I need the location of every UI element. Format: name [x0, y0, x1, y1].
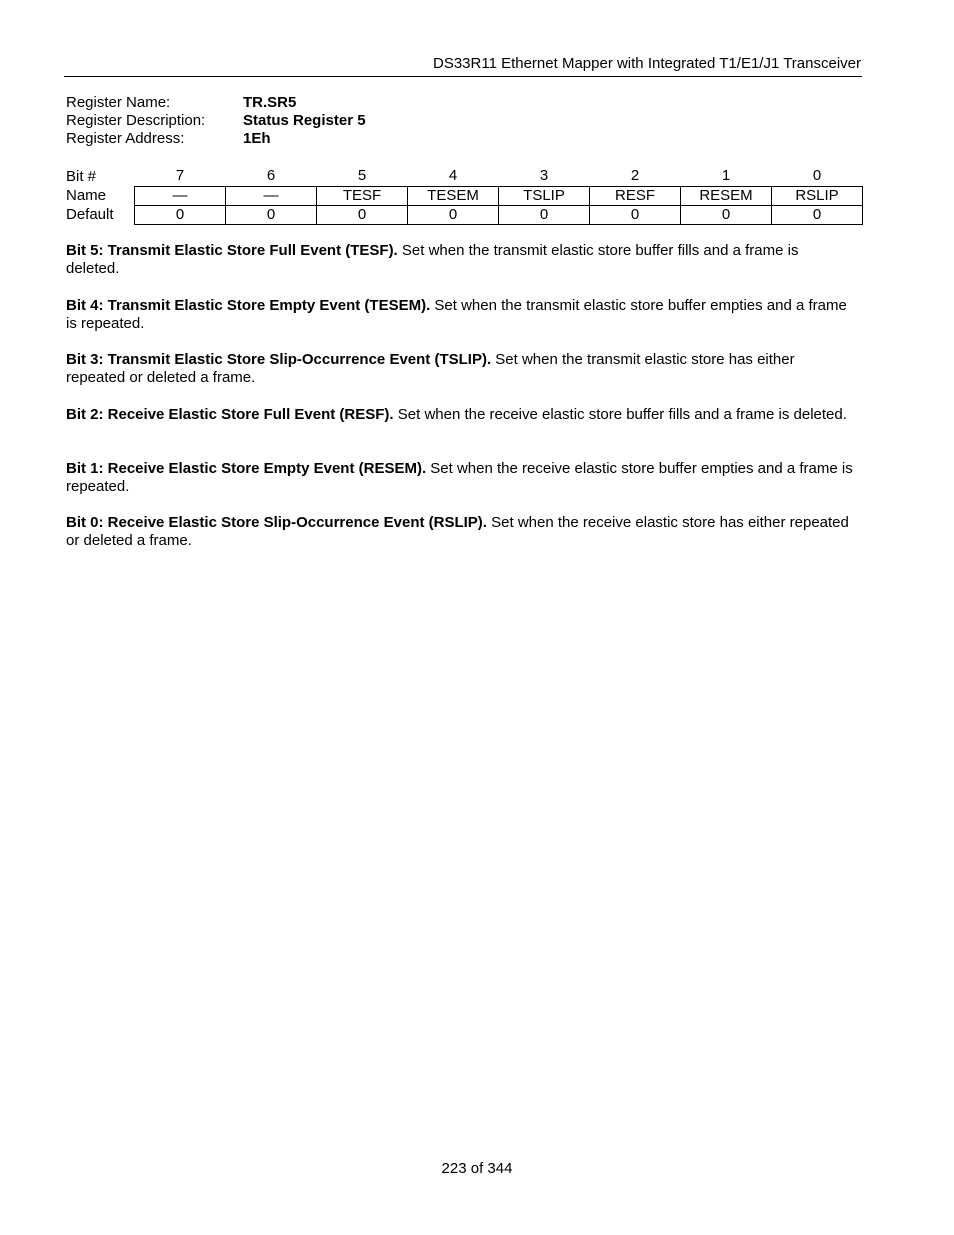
bit-name-cell: TESEM: [408, 187, 499, 206]
bit-number-cell: 0: [812, 167, 822, 184]
bit-name-cell: RESF: [590, 187, 681, 206]
bit-name-label: Name: [66, 187, 107, 204]
bit-description-text: Set when the transmit elastic store buffer fills and a frame is deleted.: [66, 242, 799, 277]
register-info: [66, 94, 366, 148]
bit-0-description: [66, 514, 856, 550]
bit-description-text: Set when the receive elastic store has either repeated or deleted a frame.: [66, 514, 849, 549]
bit-5-description: [66, 242, 856, 278]
bit-name-cell: RESEM: [681, 187, 772, 206]
bit-description-heading: Bit 3: Transmit Elastic Store Slip-Occurrence Event (TSLIP).: [66, 351, 492, 368]
bit-name-cell: —: [135, 187, 226, 206]
bit-description-heading: Bit 5: Transmit Elastic Store Full Event (TESF).: [66, 242, 398, 259]
register-description-value: Status Register 5: [243, 112, 366, 129]
bit-default-cell: 0: [317, 206, 408, 225]
bit-default-row: [66, 206, 863, 225]
bit-default-cell: 0: [772, 206, 863, 225]
bit-description-heading: Bit 2: Receive Elastic Store Full Event (RESF).: [66, 406, 394, 423]
register-description-row: [66, 112, 366, 130]
bit-description-heading: Bit 0: Receive Elastic Store Slip-Occurrence Event (RSLIP).: [66, 514, 487, 531]
bit-number-row: [66, 166, 863, 187]
bit-name-cell: RSLIP: [772, 187, 863, 206]
bit-default-cell: 0: [499, 206, 590, 225]
bit-number-cell: 4: [448, 167, 458, 184]
bit-name-cell: TSLIP: [499, 187, 590, 206]
bit-2-description: [66, 406, 856, 424]
register-name-value: TR.SR5: [243, 94, 297, 111]
bit-4-description: [66, 297, 856, 333]
bit-3-description: [66, 351, 856, 387]
bit-default-cell: 0: [681, 206, 772, 225]
bit-number-cell: 3: [539, 167, 549, 184]
bit-name-row: [66, 187, 863, 206]
bit-description-text: Set when the receive elastic store buffer fills and a frame is deleted.: [393, 406, 847, 423]
register-name-row: [66, 94, 366, 112]
bit-description-text: Set when the transmit elastic store has either repeated or deleted a frame.: [66, 351, 795, 386]
bit-default-cell: 0: [226, 206, 317, 225]
header-divider: [64, 76, 862, 77]
bit-number-cell: 7: [175, 167, 185, 184]
bit-number-cell: 2: [630, 167, 640, 184]
register-address-row: [66, 130, 366, 148]
register-description-label: Register Description:: [66, 112, 206, 129]
bit-default-cell: 0: [590, 206, 681, 225]
bit-description-text: Set when the transmit elastic store buffer empties and a frame is repeated.: [66, 297, 847, 332]
bit-number-cell: 1: [721, 167, 731, 184]
bit-description-text: Set when the receive elastic store buffer empties and a frame is repeated.: [66, 460, 853, 495]
bit-1-description: [66, 460, 856, 496]
page-header-title: DS33R11 Ethernet Mapper with Integrated T1/E1/J1 Transceiver: [432, 55, 861, 72]
bit-name-cell: TESF: [317, 187, 408, 206]
register-address-label: Register Address:: [66, 130, 185, 147]
bit-number-cell: 5: [357, 167, 367, 184]
bit-number-label: Bit #: [66, 167, 97, 185]
bit-description-heading: Bit 4: Transmit Elastic Store Empty Event (TESEM).: [66, 297, 431, 314]
bit-default-cell: 0: [135, 206, 226, 225]
register-name-label: Register Name:: [66, 94, 171, 111]
bit-description-heading: Bit 1: Receive Elastic Store Empty Event (RESEM).: [66, 460, 427, 477]
bit-name-cell: —: [226, 187, 317, 206]
register-address-value: 1Eh: [243, 130, 271, 147]
register-bit-table: [66, 166, 863, 225]
bit-number-cell: 6: [266, 167, 276, 184]
bit-default-label: Default: [66, 206, 114, 223]
bit-default-cell: 0: [408, 206, 499, 225]
page-number: 223 of 344: [441, 1160, 513, 1177]
